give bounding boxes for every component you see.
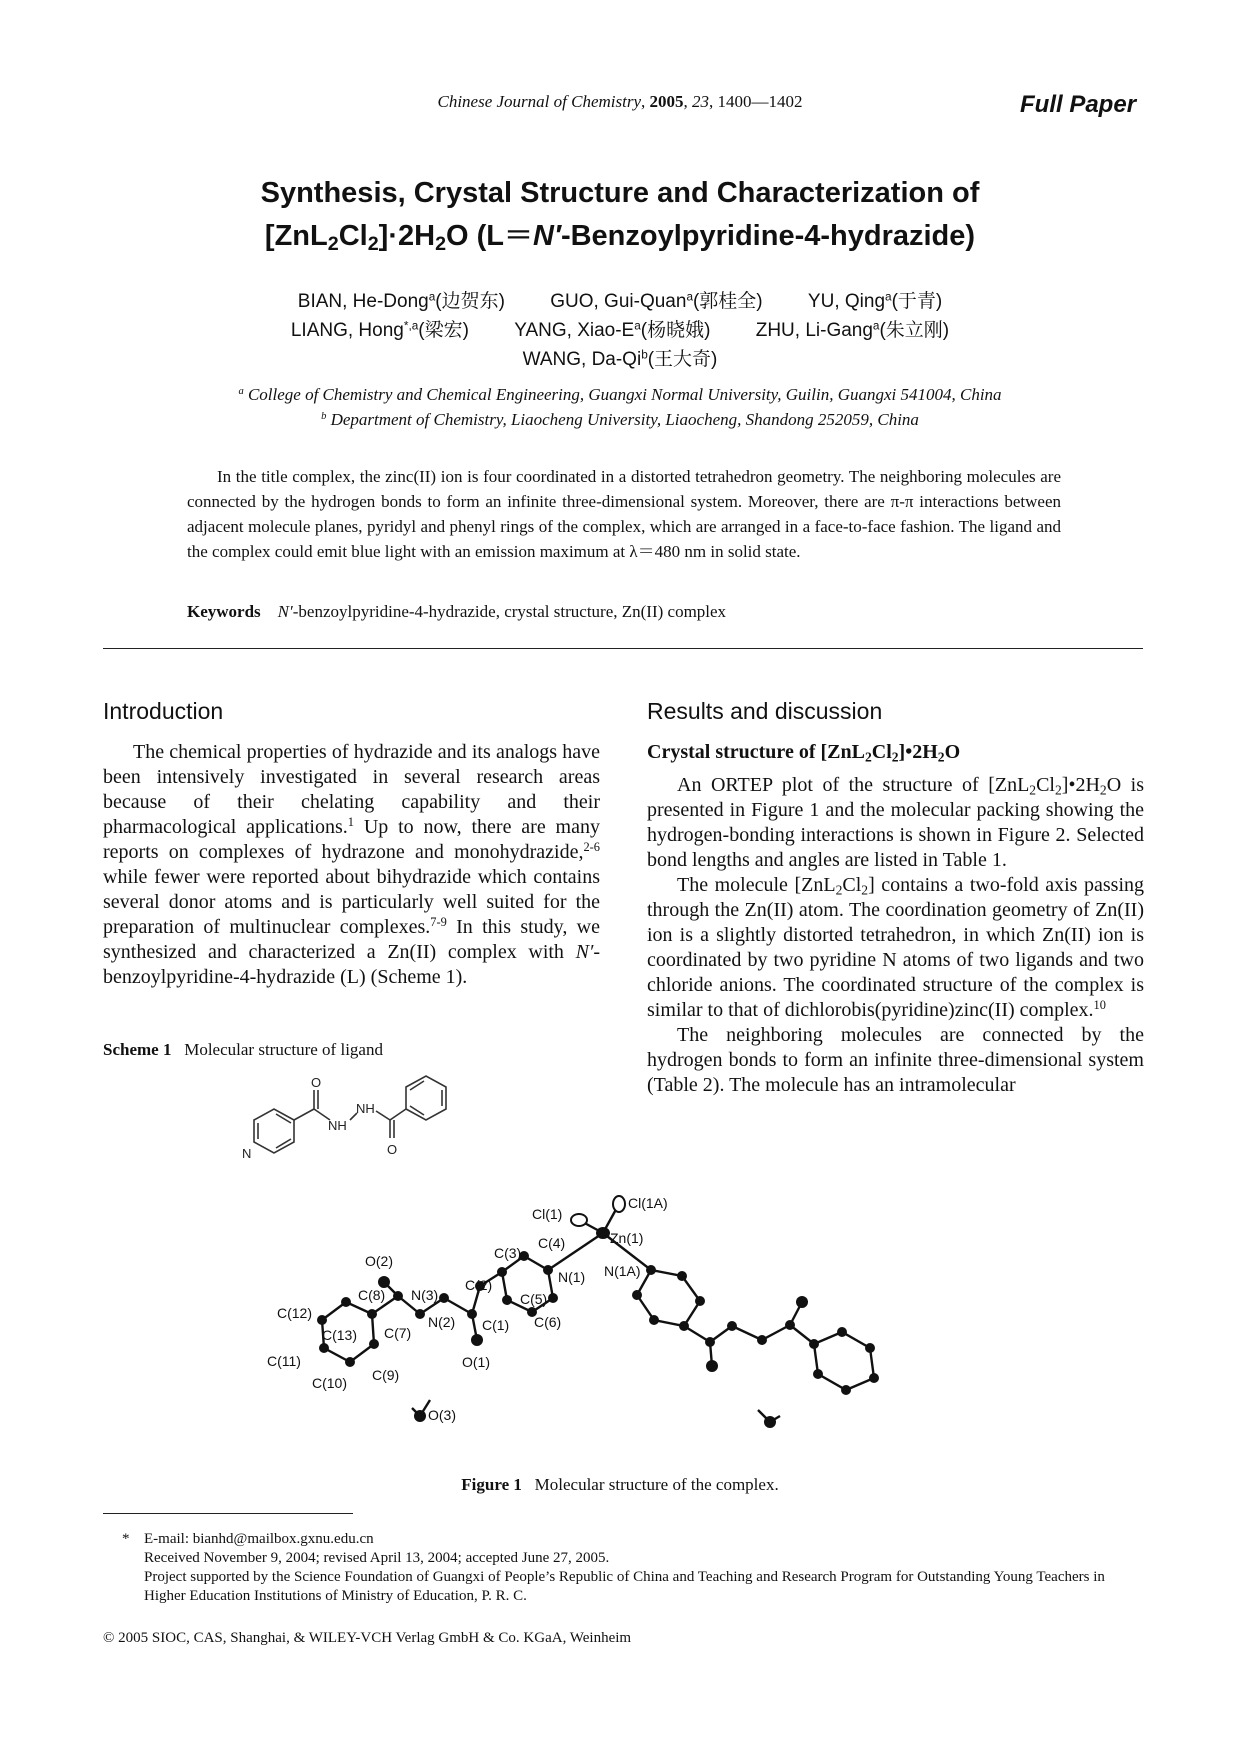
scheme-caption: Scheme 1 Molecular structure of ligand	[103, 1040, 383, 1059]
authors-row-3	[180, 344, 1060, 371]
atom-label-o3: O(3)	[428, 1407, 456, 1423]
author: BIAN, He-Dong$^a$(边贺东)	[297, 290, 505, 312]
ortep-atoms	[317, 1196, 879, 1428]
journal-year: 2005	[649, 92, 684, 111]
journal-volume: 23	[692, 92, 709, 111]
footnote-divider	[103, 1513, 353, 1514]
footnote-funding: Project supported by the Science Foundation of Guangxi of People’s Republic of China and Teaching and Research Program for Outstanding Young Teachers in Higher Education Institutions of Ministry of Education, P. R. C.	[144, 1569, 1105, 1604]
introduction-paragraph: The chemical properties of hydrazide and its analogs have been intensively investigated in several research areas because of their chelating capability and their pharmacological applications.$^1$ Up to now, there are many reports on complexes of hydrazone and monohydrazide,$^{2-6}$ while fewer were reported about bihydrazide which contains several donor atoms and is particularly well suited for the preparation of multinuclear complexes.$^{7-9}$ In this study, we synthesized and characterized a Zn(II) complex with N′-benzoylpyridine-4-hydrazide (L) (Scheme 1).	[103, 741, 600, 988]
journal-name: Chinese Journal of Chemistry	[437, 92, 641, 111]
atom-label-c10: C(10)	[312, 1375, 348, 1391]
subsection-heading-crystal-structure: Crystal structure of $[ZnL_2Cl_2]•2H_2O$	[647, 741, 961, 765]
atom-label-c7: C(7)	[384, 1325, 412, 1341]
journal-pages: 1400—1402	[717, 92, 803, 111]
scheme-atom-nh: NH	[356, 1101, 375, 1116]
keywords: Keywords N′-benzoylpyridine-4-hydrazide, crystal structure, Zn(II) complex	[187, 602, 727, 621]
keywords-label: Keywords	[187, 602, 261, 621]
scheme-atom-nh: NH	[328, 1118, 347, 1133]
scheme-atom-n: N	[242, 1146, 252, 1161]
author: YU, Qing$^a$(于青)	[807, 290, 943, 312]
atom-label-c9: C(9)	[372, 1367, 400, 1383]
author: ZHU, Li-Gang$^a$(朱立刚)	[755, 319, 950, 341]
atom-label-zn1: Zn(1)	[610, 1230, 644, 1246]
pyridine-ring	[254, 1109, 294, 1153]
results-paragraph: The neighboring molecules are connected by the hydrogen bonds to form an infinite three-dimensional system (Table 2). The molecule has an intramolecular	[647, 1024, 1144, 1096]
title-line-1: Synthesis, Crystal Structure and Characterization of	[260, 177, 980, 209]
author: YANG, Xiao-$E^a$(杨晓娥)	[514, 319, 711, 341]
atom-label-c6: C(6)	[534, 1314, 562, 1330]
results-body	[647, 773, 1144, 1098]
atom-label-n1a: N(1A)	[604, 1263, 641, 1279]
scheme-atom-o: O	[387, 1142, 398, 1157]
footnote-received: Received November 9, 2004; revised April 13, 2004; accepted June 27, 2005.	[144, 1550, 610, 1566]
atom-label-cl1: Cl(1)	[532, 1206, 563, 1222]
ligand-structure-diagram	[240, 1068, 470, 1168]
footnote-email: E-mail: bianhd@mailbox.gxnu.edu.cn	[144, 1531, 374, 1547]
phenyl-ring	[406, 1076, 446, 1120]
atom-label-c4: C(4)	[538, 1235, 566, 1251]
authors-row-1	[180, 286, 1060, 313]
atom-label-c3: C(3)	[494, 1245, 522, 1261]
header-divider	[103, 648, 1143, 649]
figure-caption: Figure 1 Molecular structure of the complex.	[461, 1475, 779, 1494]
scheme-atom-o: O	[311, 1075, 322, 1090]
author: WANG, Da-Qi$^b$(王大奇)	[522, 348, 718, 370]
atom-label-o1: O(1)	[462, 1354, 490, 1370]
atom-label-cl1a: Cl(1A)	[628, 1195, 668, 1211]
atom-label-n2: N(2)	[428, 1314, 456, 1330]
paper-type-label: Full Paper	[1020, 91, 1137, 118]
ligand-chain-bonds	[294, 1090, 406, 1138]
author: LIANG, Hong$^{*,a}$(梁宏)	[290, 319, 469, 341]
atom-label-n1: N(1)	[558, 1269, 586, 1285]
results-paragraph: The molecule $[ZnL_2Cl_2]$ contains a two-fold axis passing through the Zn(II) atom. The coordination geometry of Zn(II) ion is a slightly distorted tetrahedron, in which Zn(II) ion is coordinated by two pyridine N atoms of two ligands and two chloride anions. The coordinated structure of the complex is similar to that of dichlorobis(pyridine)zinc(II) complex.$^{10}$	[647, 874, 1144, 1021]
atom-label-o2: O(2)	[365, 1253, 393, 1269]
affiliation-a: $^a$ College of Chemistry and Chemical Engineering, Guangxi Normal University, Guilin, Guangxi 541004, China	[238, 385, 1002, 404]
section-heading-results: Results and discussion	[647, 698, 883, 724]
affiliation-b: $^b$ Department of Chemistry, Liaocheng University, Liaocheng, Shandong 252059, China	[321, 410, 919, 429]
atom-label-n3: N(3)	[411, 1287, 439, 1303]
introduction-body	[103, 740, 600, 990]
atom-label-c12: C(12)	[277, 1305, 313, 1321]
atom-label-c2: C(2)	[465, 1277, 493, 1293]
atom-label-c11: C(11)	[267, 1353, 301, 1369]
authors-row-2	[180, 315, 1060, 342]
footnote-mark: *	[122, 1531, 130, 1547]
atom-label-c8: C(8)	[358, 1287, 386, 1303]
title-line-2: $[ZnL_2Cl_2]\cdot 2H_2O$ (L＝N′-Benzoylpyridine-4-hydrazide)	[264, 220, 976, 255]
abstract: In the title complex, the zinc(II) ion is four coordinated in a distorted tetrahedron geometry. The neighboring molecules are connected by the hydrogen bonds to form an infinite three-dimensional system. Moreover, there are π-π interactions between adjacent molecule planes, pyridyl and phenyl rings of the complex, which are arranged in a face-to-face fashion. The ligand and the complex could emit blue light with an emission maximum at λ＝480 nm in solid state.	[187, 467, 1061, 561]
atom-label-c13: C(13)	[322, 1327, 358, 1343]
journal-citation: Chinese Journal of Chemistry, 2005, 23, 1400—1402	[437, 92, 803, 111]
footnote	[122, 1530, 1147, 1606]
paper-title	[180, 172, 1060, 258]
atom-label-c1: C(1)	[482, 1317, 510, 1333]
section-heading-introduction: Introduction	[103, 698, 224, 724]
ortep-figure	[262, 1190, 982, 1460]
copyright: © 2005 SIOC, CAS, Shanghai, & WILEY-VCH Verlag GmbH & Co. KGaA, Weinheim	[103, 1630, 632, 1646]
author: GUO, Gui-Quan$^a$(郭桂全)	[550, 290, 763, 312]
results-paragraph: An ORTEP plot of the structure of $[ZnL_2Cl_2]•2H_2O$ is presented in Figure 1 and the molecular packing showing the hydrogen-bonding interactions is shown in Figure 2. Selected bond lengths and angles are listed in Table 1.	[647, 774, 1144, 871]
keywords-text: -benzoylpyridine-4-hydrazide, crystal structure, Zn(II) complex	[292, 602, 727, 621]
atom-label-c5: C(5)	[520, 1291, 548, 1307]
